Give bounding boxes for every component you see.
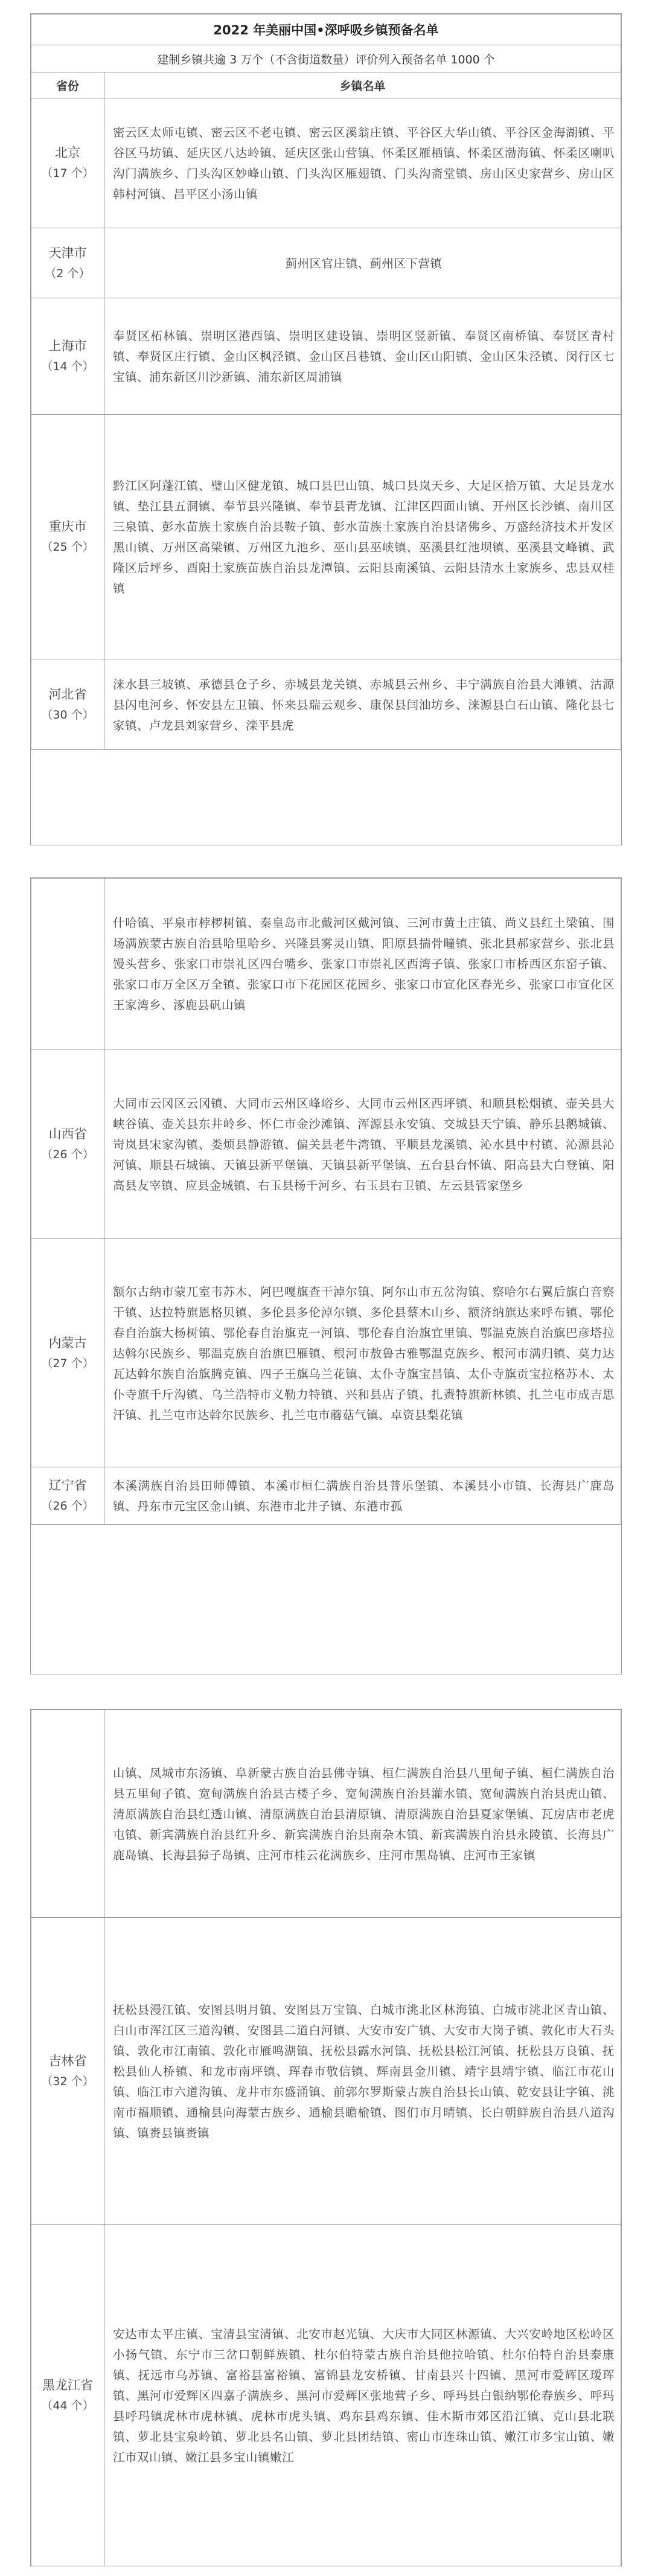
province-name: 内蒙古 <box>48 1335 87 1350</box>
town-list-table <box>31 14 621 750</box>
table-row <box>31 98 621 228</box>
towns-cell: 额尔古纳市蒙兀室韦苏木、阿巴嘎旗查干淖尔镇、阿尔山市五岔沟镇、察哈尔右翼后旗白音察干镇、达拉特旗恩格贝镇、多伦县多伦淖尔镇、多伦县蔡木山乡、额济纳旗达来呼布镇、鄂伦春自治旗大杨树镇、鄂伦春自治旗克一河镇、鄂伦春自治旗宜里镇、鄂温克族自治旗巴彦塔拉达斡尔民族乡、鄂温克族自治旗巴雁镇、根河市敖鲁古雅鄂温克族乡、根河市满归镇、莫力达瓦达斡尔族自治旗腾克镇、四子王旗乌兰花镇、太仆寺旗宝昌镇、太仆寺旗贡宝拉格苏木、太仆寺旗千斤沟镇、乌兰浩特市义勒力特镇、兴和县店子镇、扎赉特旗新林镇、扎兰屯市成吉思汗镇、扎兰屯市达斡尔民族乡、扎兰屯市蘑菇气镇、卓资县梨花镇 <box>104 1239 621 1467</box>
town-list-table <box>31 1709 621 2566</box>
table-row <box>31 1467 621 1525</box>
province-count: （17 个） <box>41 167 94 180</box>
province-count: （27 个） <box>41 1356 94 1370</box>
table-row <box>31 659 621 750</box>
table-row <box>31 415 621 659</box>
province-count: （44 个） <box>41 2398 94 2412</box>
province-count: （32 个） <box>41 2074 94 2088</box>
table-title: 2022 年美丽中国•深呼吸乡镇预备名单 <box>31 14 621 45</box>
province-cell <box>31 98 104 228</box>
province-cell <box>31 659 104 750</box>
province-name: 辽宁省 <box>48 1478 87 1493</box>
province-count: （2 个） <box>45 266 91 280</box>
province-cell <box>31 1710 104 1918</box>
table-row <box>31 1918 621 2225</box>
towns-cell: 山镇、凤城市东汤镇、阜新蒙古族自治县佛寺镇、桓仁满族自治县八里甸子镇、桓仁满族自治县五里甸子镇、宽甸满族自治县古楼子乡、宽甸满族自治县灌水镇、宽甸满族自治县虎山镇、清原满族自治县红透山镇、清原满族自治县清原镇、清原满族自治县夏家堡镇、瓦房店市老虎屯镇、新宾满族自治县红升乡、新宾满族自治县南杂木镇、新宾满族自治县永陵镇、长海县广鹿岛镇、长海县獐子岛镇、庄河市桂云花满族乡、庄河市黑岛镇、庄河市王家镇 <box>104 1710 621 1918</box>
province-cell <box>31 1239 104 1467</box>
province-name: 吉林省 <box>48 2053 87 2068</box>
towns-cell: 安达市太平庄镇、宝清县宝清镇、北安市赵光镇、大庆市大同区林源镇、大兴安岭地区松岭区小扬气镇、东宁市三岔口朝鲜族镇、杜尔伯特蒙古族自治县他拉哈镇、杜尔伯特自治县泰康镇、抚远市乌苏镇、富裕县富裕镇、富锦县龙安桥镇、甘南县兴十四镇、黑河市爱辉区瑷珲镇、黑河市爱辉区四嘉子满族乡、黑河市爱辉区张地营子乡、呼玛县白银纳鄂伦春族乡、呼玛县呼玛镇虎林市虎林镇、虎林市虎头镇、鸡东县鸡东镇、佳木斯市郊区沿江镇、克山县北联镇、萝北县宝泉岭镇、萝北县名山镇、萝北县团结镇、密山市连珠山镇、嫩江市多宝山镇、嫩江市双山镇、嫩江县多宝山镇嫩江 <box>104 2225 621 2566</box>
document-page-3 <box>30 1709 622 2566</box>
province-count: （26 个） <box>41 1499 94 1513</box>
towns-cell: 密云区太师屯镇、密云区不老屯镇、密云区溪翁庄镇、平谷区大华山镇、平谷区金海湖镇、平谷区马坊镇、延庆区八达岭镇、延庆区张山营镇、怀柔区雁栖镇、怀柔区渤海镇、怀柔区喇叭沟门满族乡、门头沟区妙峰山镇、门头沟区雁翅镇、门头沟斋堂镇、房山区史家营乡、房山区韩村河镇、昌平区小汤山镇 <box>104 98 621 228</box>
province-cell <box>31 415 104 659</box>
table-row <box>31 1710 621 1918</box>
province-cell <box>31 1049 104 1239</box>
table-row <box>31 1239 621 1467</box>
province-count: （30 个） <box>41 708 94 722</box>
province-cell <box>31 1467 104 1525</box>
province-cell <box>31 2225 104 2566</box>
table-row <box>31 298 621 415</box>
province-name: 上海市 <box>48 339 87 353</box>
province-name: 黑龙江省 <box>42 2377 93 2392</box>
province-cell <box>31 879 104 1049</box>
province-name: 重庆市 <box>48 519 87 534</box>
province-column-header: 省份 <box>31 72 104 98</box>
province-cell <box>31 1918 104 2225</box>
table-row <box>31 1049 621 1239</box>
towns-cell: 大同市云冈区云冈镇、大同市云州区峰峪乡、大同市云州区西坪镇、和顺县松烟镇、壶关县大峡谷镇、壶关县东井岭乡、怀仁市金沙滩镇、浑源县永安镇、交城县天宁镇、静乐县鹅城镇、岢岚县宋家沟镇、娄烦县静游镇、偏关县老牛湾镇、平顺县龙溪镇、沁水县中村镇、沁源县沁河镇、顺县石城镇、天镇县新平堡镇、天镇县新平堡镇、五台县台怀镇、阳高县大白登镇、阳高县友宰镇、应县金城镇、右玉县杨千河乡、右玉县右卫镇、左云县管家堡乡 <box>104 1049 621 1239</box>
province-cell <box>31 228 104 298</box>
document-page-1 <box>30 13 622 845</box>
province-name: 北京 <box>55 146 80 160</box>
province-name: 河北省 <box>48 687 87 702</box>
province-count: （14 个） <box>41 360 94 373</box>
towns-cell: 抚松县漫江镇、安图县明月镇、安图县万宝镇、白城市洮北区林海镇、白城市洮北区青山镇、白山市浑江区三道沟镇、安图县二道白河镇、大安市安广镇、大安市大岗子镇、敦化市大石头镇、敦化市江南镇、敦化市雁鸣湖镇、抚松县露水河镇、抚松县松江河镇、抚松县万良镇、抚松县仙人桥镇、和龙市南坪镇、珲春市敬信镇、辉南县金川镇、靖宇县靖宇镇、临江市花山镇、临江市六道沟镇、龙井市东盛涌镇、前郭尔罗斯蒙古族自治县长山镇、乾安县让字镇、洮南市福顺镇、通榆县向海蒙古族乡、通榆县瞻榆镇、图们市月晴镇、长白朝鲜族自治县八道沟镇、镇赉县镇赉镇 <box>104 1918 621 2225</box>
province-cell <box>31 298 104 415</box>
province-count: （26 个） <box>41 1147 94 1161</box>
town-list-table <box>31 878 621 1525</box>
towns-column-header: 乡镇名单 <box>104 72 621 98</box>
province-count: （25 个） <box>41 540 94 554</box>
province-name: 天津市 <box>48 245 87 260</box>
table-subtitle: 建制乡镇共逾 3 万个（不含街道数量）评价列入预备名单 1000 个 <box>31 45 621 72</box>
province-name: 山西省 <box>48 1126 87 1141</box>
towns-cell: 涞水县三坡镇、承德县仓子乡、赤城县龙关镇、赤城县云州乡、丰宁满族自治县大滩镇、沽源县闪电河乡、怀安县左卫镇、怀来县瑞云观乡、康保县闫油坊乡、涞源县白石山镇、隆化县七家镇、卢龙县刘家营乡、滦平县虎 <box>104 659 621 750</box>
towns-cell: 黔江区阿蓬江镇、璧山区健龙镇、城口县巴山镇、城口县岚天乡、大足区拾万镇、大足县龙水镇、垫江县五洞镇、奉节县兴隆镇、奉节县青龙镇、江津区四面山镇、开州区长沙镇、南川区三泉镇、彭水苗族土家族自治县鞍子镇、彭水苗族土家族自治县诸佛乡、万盛经济技术开发区黑山镇、万州区高梁镇、万州区九池乡、巫山县巫峡镇、巫溪县红池坝镇、巫溪县文峰镇、武隆区后坪乡、酉阳土家族苗族自治县龙潭镇、云阳县南溪镇、云阳县清水土家族乡、忠县双桂镇 <box>104 415 621 659</box>
document-page-2 <box>30 877 622 1674</box>
table-row <box>31 879 621 1049</box>
towns-cell: 什哈镇、平泉市桲椤树镇、秦皇岛市北戴河区戴河镇、三河市黄土庄镇、尚义县红土梁镇、围场满族蒙古族自治县哈里哈乡、兴隆县雾灵山镇、阳原县揣骨疃镇、张北县郝家营乡、张北县馒头营乡、张家口市崇礼区四台嘴乡、张家口市崇礼区西湾子镇、张家口市桥西区东窑子镇、张家口市万全区万全镇、张家口市下花园区花园乡、张家口市宣化区春光乡、张家口市宣化区王家湾乡、涿鹿县矾山镇 <box>104 879 621 1049</box>
table-row <box>31 228 621 298</box>
towns-cell: 奉贤区柘林镇、崇明区港西镇、崇明区建设镇、崇明区竖新镇、奉贤区南桥镇、奉贤区青村镇、奉贤区庄行镇、金山区枫泾镇、金山区吕巷镇、金山区山阳镇、金山区朱泾镇、闵行区七宝镇、浦东新区川沙新镇、浦东新区周浦镇 <box>104 298 621 415</box>
towns-cell: 蓟州区官庄镇、蓟州区下营镇 <box>104 228 621 298</box>
towns-cell: 本溪满族自治县田师傅镇、本溪市桓仁满族自治县普乐堡镇、本溪县小市镇、长海县广鹿岛镇、丹东市元宝区金山镇、东港市北井子镇、东港市孤 <box>104 1467 621 1525</box>
table-row <box>31 2225 621 2566</box>
